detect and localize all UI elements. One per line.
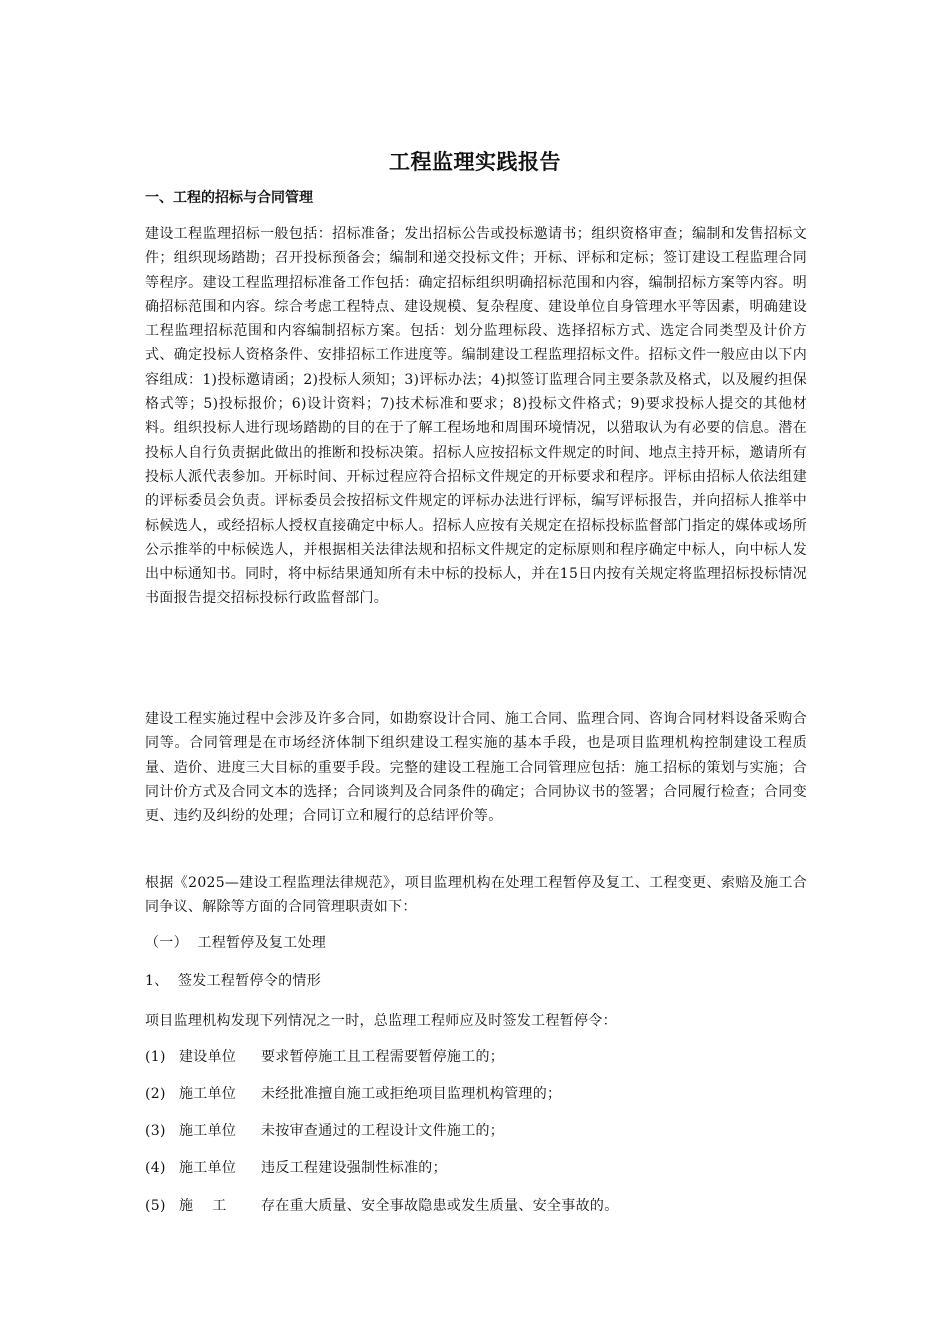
paragraph-bidding: 建设工程监理招标一般包括：招标准备；发出招标公告或投标邀请书；组织资格审查；编制和发售招标文件；组织现场踏勘；召开投标预备会；编制和递交投标文件；开标、评标和定标；签订建设工程监理合同等程序。建设工程监理招标准备工作包括：确定招标组织明确招标范围和内容，编制招标方案等内容。明确招标范围和内容。综合考虑工程特点、建设规模、复杂程度、建设单位自身管理水平等因素，明确建设工程监理招标范围和内容编制招标方案。包括：划分监理标段、选择招标方式、选定合同类型及计价方式、确定投标人资格条件、安排招标工作进度等。编制建设工程监理招标文件。招标文件一般应由以下内容组成：1)投标邀请函；2)投标人须知；3)评标办法；4)拟签订监理合同主要条款及格式，以及履约担保格式等；5)投标报价；6)设计资料；7)技术标准和要求；8)投标文件格式；9)要求投标人提交的其他材料。组织投标人进行现场踏勘的目的在于了解工程场地和周围环境情况，以猎取认为有必要的信息。潜在投标人自行负责据此做出的推断和投标决策。招标人应按招标文件规定的时间、地点主持开标，邀请所有投标人派代表参加。开标时间、开标过程应符合招标文件规定的开标要求和程序。评标由招标人依法组建的评标委员会负责。评标委员会按招标文件规定的评标办法进行评标，编写评标报告，并向招标人推举中标候选人，或经招标人授权直接确定中标人。招标人应按有关规定在招标投标监督部门指定的媒体或场所公示推举的中标候选人，并根据相关法律法规和招标文件规定的定标原则和程序确定中标人，向中标人发出中标通知书。同时，将中标结果通知所有未中标的投标人，并在15日内按有关规定将监理招标投标情况书面报告提交招标投标行政监督部门。 <box>145 226 807 607</box>
paragraph-regulation: 根据《2025—建设工程监理法律规范》，项目监理机构在处理工程暂停及复工、工程变更、索赔及施工合同争议、解除等方面的合同管理职责如下： <box>145 875 807 916</box>
list-item-party: 施工单位 <box>179 1123 237 1139</box>
list-item <box>145 1120 504 1140</box>
subheading-stop-order: 1、 签发工程暂停令的情形 <box>145 973 322 989</box>
paragraph-contract-management: 建设工程实施过程中会涉及许多合同，如勘察设计合同、施工合同、监理合同、咨询合同材料设备采购合同等。合同管理是在市场经济体制下组织建设工程实施的基本手段，也是项目监理机构控制建设工程质量、造价、进度三大目标的重要手段。完整的建设工程施工合同管理应包括：施工招标的策划与实施；合同计价方式及合同文本的选择；合同谈判及合同条件的确定；合同协议书的签署；合同履行检查；合同变更、违约及纠纷的处理；合同订立和履行的总结评价等。 <box>145 711 807 825</box>
list-item-party: 施工单位 <box>179 1160 237 1176</box>
list-item-number: (2) <box>145 1086 166 1102</box>
list-item <box>145 1083 561 1103</box>
list-item-number: (5) <box>145 1198 166 1214</box>
list-item-text: 违反工程建设强制性标准的； <box>261 1160 447 1176</box>
section-heading: 一、工程的招标与合同管理 <box>145 190 313 206</box>
list-item-text: 未按审查通过的工程设计文件施工的； <box>261 1123 505 1139</box>
list-item-text: 存在重大质量、安全事故隐患或发生质量、安全事故的。 <box>261 1198 619 1214</box>
list-item-number: (4) <box>145 1160 166 1176</box>
list-item-text: 要求暂停施工且工程需要暂停施工的； <box>261 1049 505 1065</box>
list-item <box>145 1157 447 1177</box>
intro-line: 项目监理机构发现下列情况之一时，总监理工程师应及时签发工程暂停令： <box>145 1013 617 1029</box>
document-title: 工程监理实践报告 <box>389 150 561 174</box>
list-item-party: 建设单位 <box>179 1049 237 1065</box>
subheading-suspension: （一） 工程暂停及复工处理 <box>145 935 327 951</box>
list-item-party: 施 工 <box>179 1198 227 1214</box>
list-item <box>145 1046 504 1066</box>
list-item-party: 施工单位 <box>179 1086 237 1102</box>
list-item-number: (1) <box>145 1049 166 1065</box>
list-item-number: (3) <box>145 1123 166 1139</box>
list-item-text: 未经批准擅自施工或拒绝项目监理机构管理的； <box>261 1086 562 1102</box>
list-item <box>145 1195 619 1215</box>
